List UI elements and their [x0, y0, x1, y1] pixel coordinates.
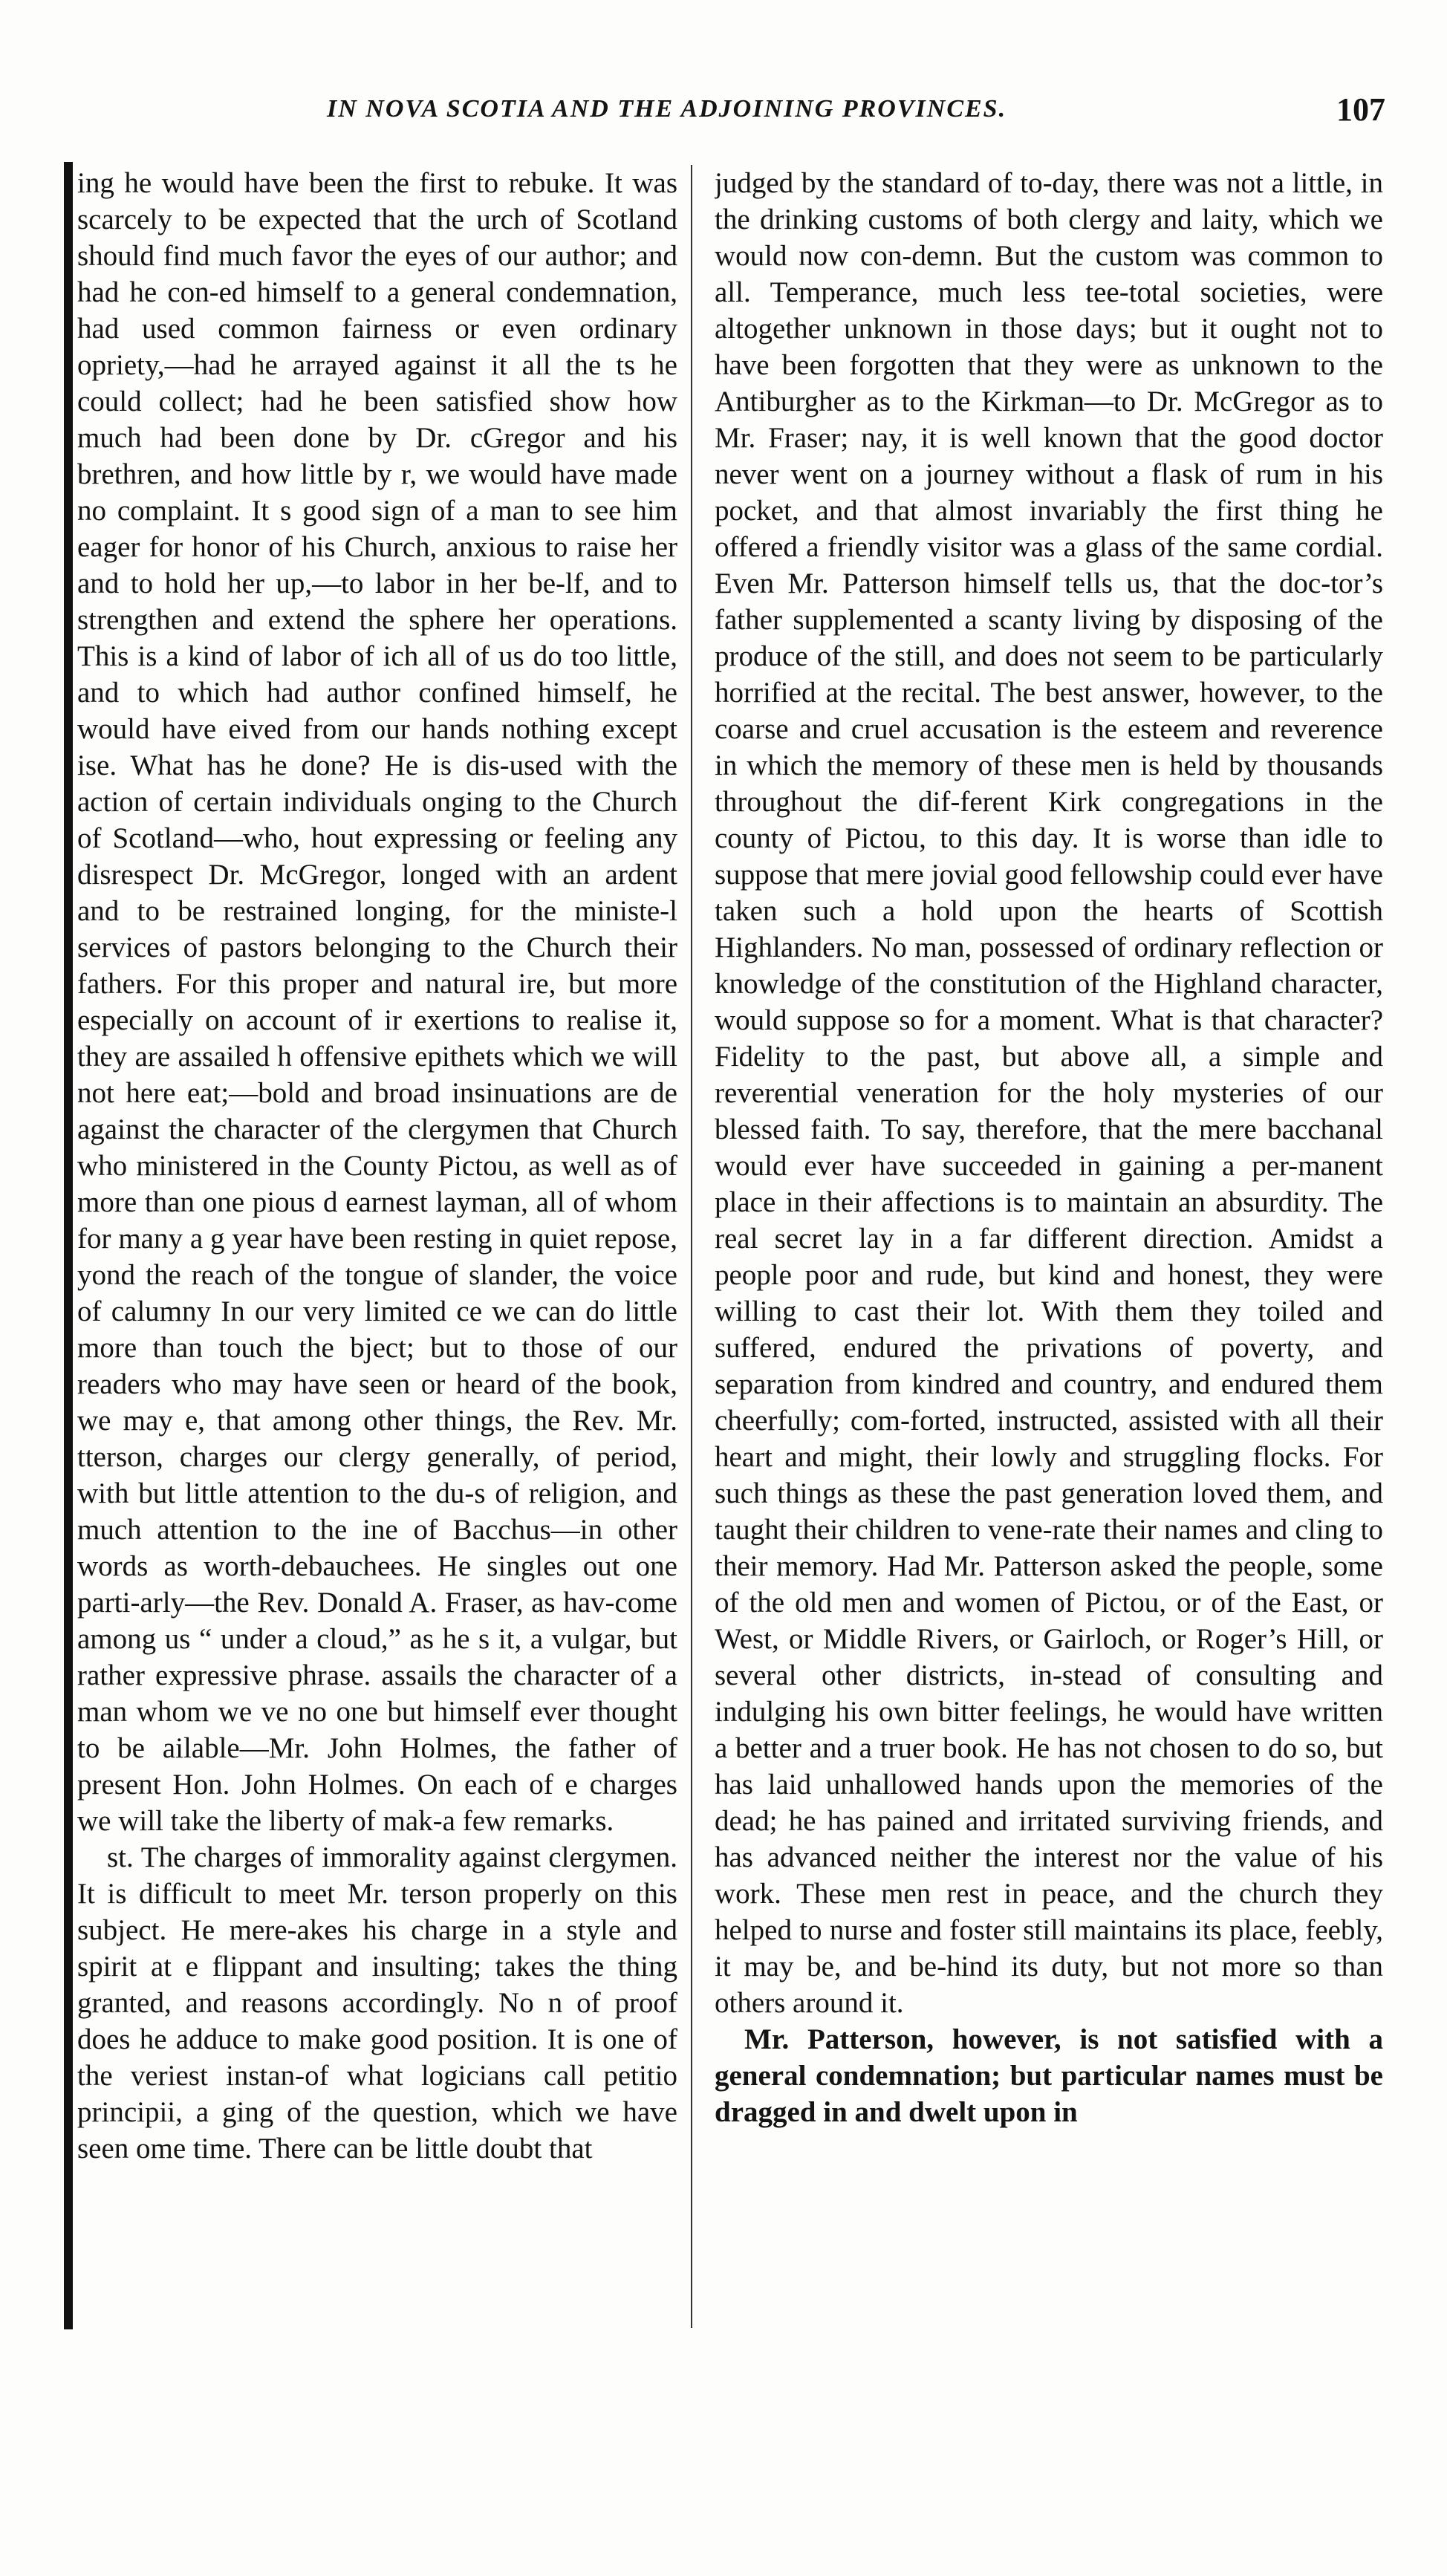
- left-column: [77, 165, 677, 2334]
- left-paragraph-1: ing he would have been the first to rebuke. It was scarcely to be expected that the urch of Scotland should find much favor the eyes of our author; and had he con-ed himself to a general condemnation, had used common fairness or even ordinary opriety,—had he arrayed against it all the ts he could collect; had he been satisfied show how much had been done by Dr. cGregor and his brethren, and how little by r, we would have made no complaint. It s good sign of a man to see him eager for honor of his Church, anxious to raise her and to hold her up,—to labor in her be-lf, and to strengthen and extend the sphere her operations. This is a kind of labor of ich all of us do too little, and to which had author confined himself, he would have eived from our hands nothing except ise. What has he done? He is dis-used with the action of certain individuals onging to the Church of Scotland—who, hout expressing or feeling any disrespect Dr. McGregor, longed with an ardent and to be restrained longing, for the ministe-l services of pastors belonging to the Church their fathers. For this proper and natural ire, but more especially on account of ir exertions to realise it, they are assailed h offensive epithets which we will not here eat;—bold and broad insinuations are de against the character of the clergymen that Church who ministered in the County Pictou, as well as of more than one pious d earnest layman, all of whom for many a g year have been resting in quiet repose, yond the reach of the tongue of slander, the voice of calumny In our very limited ce we can do little more than touch the bject; but to those of our readers who may have seen or heard of the book, we may e, that among other things, the Rev. Mr. tterson, charges our clergy generally, of period, with but little attention to the du-s of religion, and much attention to the ine of Bacchus—in other words as worth-debauchees. He singles out one parti-arly—the Rev. Donald A. Fraser, as hav-come among us “ under a cloud,” as he s it, a vulgar, but rather expressive phrase. assails the character of a man whom we ve no one but himself ever thought to be ailable—Mr. John Holmes, the father of present Hon. John Holmes. On each of e charges we will take the liberty of mak-a few remarks.: [77, 167, 677, 1837]
- left-paragraph-2: st. The charges of immorality against clergymen. It is difficult to meet Mr. terson properly on this subject. He mere-akes his charge in a style and spirit at e flippant and insulting; takes the thing granted, and reasons accordingly. No n of proof does he adduce to make good position. It is one of the veriest instan-of what logicians call petitio principii, a ging of the question, which we have seen ome time. There can be little doubt that: [77, 1841, 677, 2164]
- page-number: 107: [1336, 91, 1385, 128]
- right-paragraph-1: judged by the standard of to-day, there was not a little, in the drinking customs of both clergy and laity, which we would now con-demn. But the custom was common to all. Temperance, much less tee-total societies, were altogether unknown in those days; but it ought not to have been forgotten that they were as unknown to the Antiburgher as to the Kirkman—to Dr. McGregor as to Mr. Fraser; nay, it is well known that the good doctor never went on a journey without a flask of rum in his pocket, and that almost invariably the first thing he offered a friendly visitor was a glass of the same cordial. Even Mr. Patterson himself tells us, that the doc-tor’s father supplemented a scanty living by disposing of the produce of the still, and does not seem to be particularly horrified at the recital. The best answer, however, to the coarse and cruel accusation is the esteem and reverence in which the memory of these men is held by thousands throughout the dif-ferent Kirk congregations in the county of Pictou, to this day. It is worse than idle to suppose that mere jovial good fellowship could ever have taken such a hold upon the hearts of Scottish Highlanders. No man, possessed of ordinary reflection or knowledge of the constitution of the Highland character, would suppose so for a moment. What is that character? Fidelity to the past, but above all, a simple and reverential veneration for the holy mysteries of our blessed faith. To say, therefore, that the mere bacchanal would ever have succeeded in gaining a per-manent place in their affections is to maintain an absurdity. The real secret lay in a far different direction. Amidst a people poor and rude, but kind and honest, they were willing to cast their lot. With them they toiled and suffered, endured the privations of poverty, and separation from kindred and country, and endured them cheerfully; com-forted, instructed, assisted with all their heart and might, their lowly and struggling flocks. For such things as these the past generation loved them, and taught their children to vene-rate their names and cling to their memory. Had Mr. Patterson asked the people, some of the old men and women of Pictou, or of the East, or West, or Middle Rivers, or Gairloch, or Roger’s Hill, or several other districts, in-stead of consulting and indulging his own bitter feelings, he would have written a better and a truer book. He has not chosen to do so, but has laid unhallowed hands upon the memories of the dead; he has pained and irritated surviving friends, and has advanced neither the interest nor the value of his work. These men rest in peace, and the church they helped to nurse and foster still maintains its place, feebly, it may be, and be-hind its duty, but not more so than others around it.: [715, 167, 1383, 2019]
- right-paragraph-2: Mr. Patterson, however, is not satisfied with a general condemnation; but particular names must be dragged in and dwelt upon in: [715, 2023, 1383, 2128]
- binding-shadow: [64, 162, 73, 2329]
- column-divider: [691, 165, 692, 2328]
- running-title: IN NOVA SCOTIA AND THE ADJOINING PROVINCES.: [327, 95, 1007, 123]
- right-column: [715, 165, 1383, 2334]
- page-header: [327, 88, 1385, 140]
